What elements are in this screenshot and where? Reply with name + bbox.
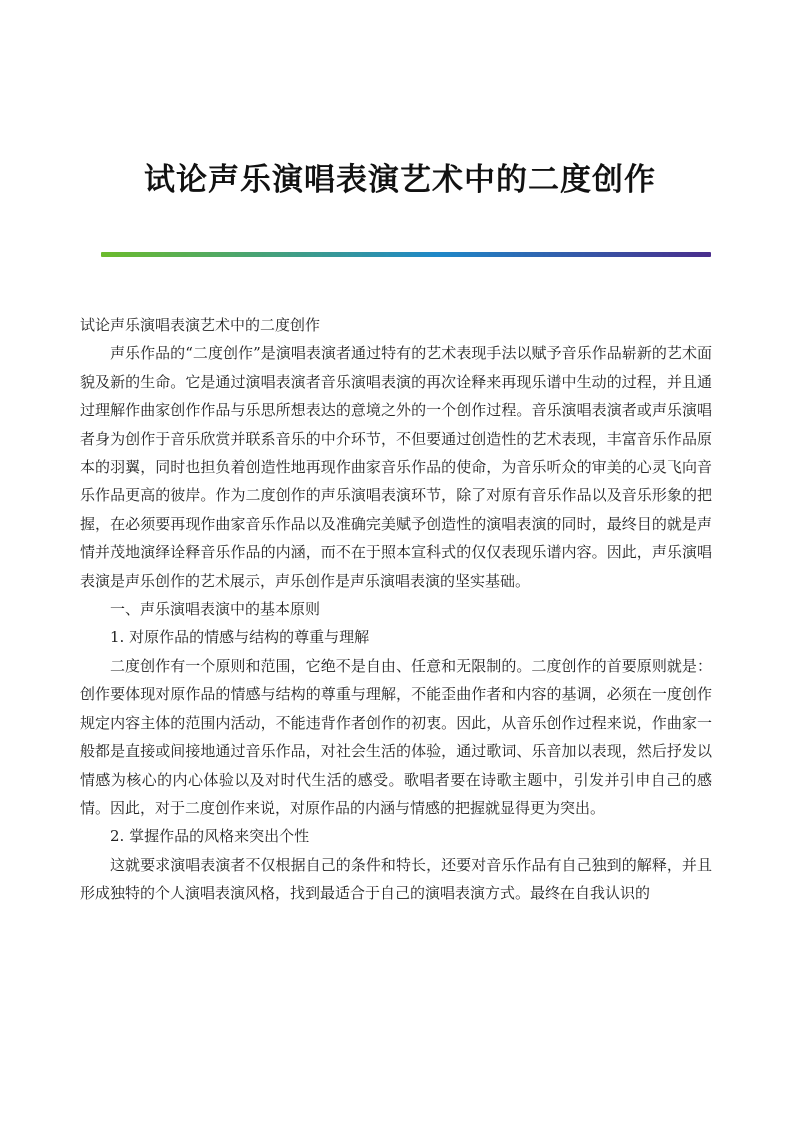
section-heading-principles: 一、声乐演唱表演中的基本原则 <box>110 600 321 619</box>
title-divider <box>101 252 711 257</box>
subsection-heading-respect: 1. 对原作品的情感与结构的尊重与理解 <box>110 628 370 647</box>
subsection-paragraph-style: 这就要求演唱表演者不仅根据自己的条件和特长，还要对音乐作品有自己独到的解释，并且形成独特的个人演唱表演风格，找到最适合于自己的演唱表演方式。最终在自我认识的 <box>80 855 712 903</box>
subsection-paragraph-respect: 二度创作有一个原则和范围，它绝不是自由、任意和无限制的。二度创作的首要原则就是：创作要体现对原作品的情感与结构的尊重与理解，不能歪曲作者和内容的基调，必须在一度创作规定内容主体的范围内活动，不能违背作者创作的初衷。因此，从音乐创作过程来说，作曲家一般都是直接或间接地通过音乐作品，对社会生活的体验，通过歌词、乐音加以表现，然后抒发以情感为核心的内心体验以及对时代生活的感受。歌唱者要在诗歌主题中，引发并引申自己的感情。因此，对于二度创作来说，对原作品的内涵与情感的把握就显得更为突出。 <box>80 656 712 817</box>
subsection-heading-style: 2. 掌握作品的风格来突出个性 <box>110 827 310 846</box>
document-title: 试论声乐演唱表演艺术中的二度创作 <box>144 162 656 198</box>
document-subtitle: 试论声乐演唱表演艺术中的二度创作 <box>80 316 321 334</box>
intro-paragraph: 声乐作品的“二度创作”是演唱表演者通过特有的艺术表现手法以赋予音乐作品崭新的艺术面貌及新的生命。它是通过演唱表演者音乐演唱表演的再次诠释来再现乐谱中生动的过程，并且通过理解作曲家创作作品与乐思所想表达的意境之外的一个创作过程。音乐演唱表演者或声乐演唱者身为创作于音乐欣赏并联系音乐的中介环节，不但要通过创造性的艺术表现，丰富音乐作品原本的羽翼，同时也担负着创造性地再现作曲家音乐作品的使命，为音乐听众的审美的心灵飞向音乐作品更高的彼岸。作为二度创作的声乐演唱表演环节，除了对原有音乐作品以及音乐形象的把握，在必须要再现作曲家音乐作品以及准确完美赋予创造性的演唱表演的同时，最终目的就是声情并茂地演绎诠释音乐作品的内涵，而不在于照本宣科式的仅仅表现乐谱内容。因此，声乐演唱表演是声乐创作的艺术展示，声乐创作是声乐演唱表演的坚实基础。 <box>80 344 712 590</box>
document-body <box>80 311 712 908</box>
